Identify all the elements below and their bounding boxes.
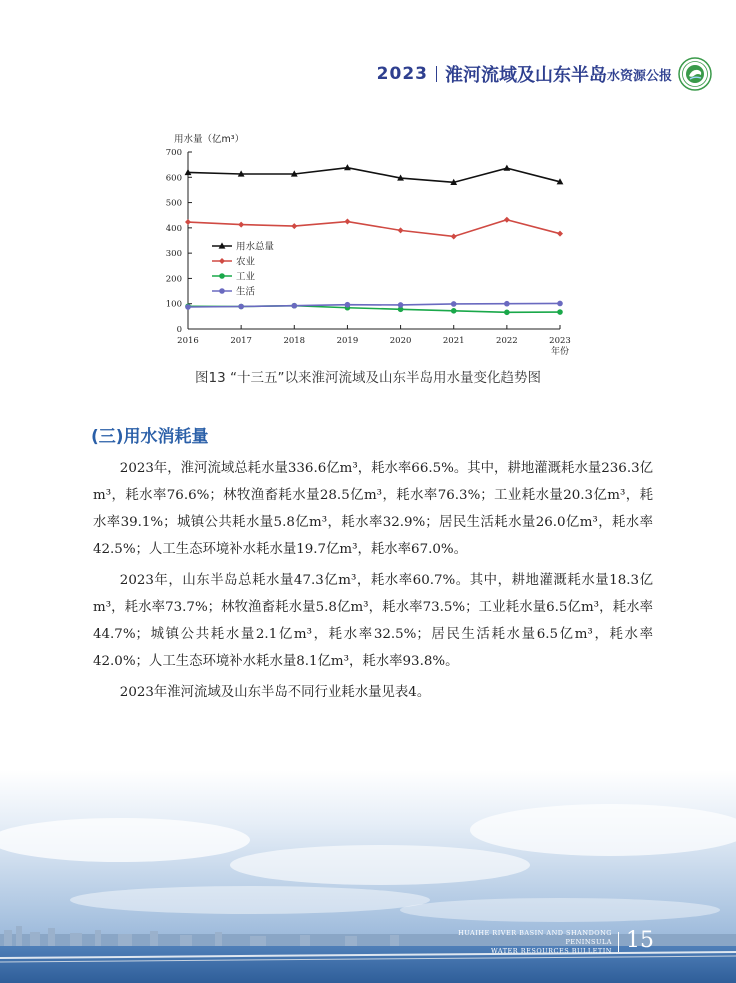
data-point-3 (504, 301, 510, 307)
data-point-1 (398, 227, 404, 233)
page-number: 15 (626, 928, 654, 953)
chart-y-axis-title: 用水量（亿m³） (174, 134, 245, 145)
data-point-3 (398, 302, 404, 308)
y-tick-label: 200 (165, 274, 182, 285)
data-point-1 (291, 223, 297, 229)
y-tick-label: 600 (165, 173, 182, 184)
legend-marker (219, 273, 225, 279)
y-tick-label: 500 (165, 198, 182, 209)
x-tick-label: 2016 (177, 336, 199, 346)
header-divider (436, 66, 437, 82)
y-tick-label: 700 (165, 148, 182, 158)
data-point-2 (451, 308, 457, 314)
header-title: 淮河流域及山东半岛 (444, 65, 607, 86)
data-point-0 (503, 165, 510, 171)
x-tick-label: 2017 (230, 336, 252, 346)
data-point-3 (451, 301, 457, 307)
paragraph-table-ref: 2023年淮河流域及山东半岛不同行业耗水量见表4。 (119, 685, 431, 700)
data-point-3 (291, 303, 297, 309)
data-point-3 (345, 302, 351, 308)
figure-caption: 图13 “十三五”以来淮河流域及山东半岛用水量变化趋势图 (195, 370, 541, 386)
data-point-1 (557, 231, 563, 237)
x-tick-label: 2023 (549, 336, 571, 346)
data-point-3 (185, 304, 191, 310)
legend-label: 工业 (236, 271, 256, 283)
x-tick-label: 2021 (442, 336, 465, 346)
legend-label: 用水总量 (236, 241, 275, 253)
data-point-1 (504, 217, 510, 223)
footer-line-2: WATER RESOURCES BULLETIN (491, 947, 612, 955)
x-tick-label: 2020 (389, 336, 412, 346)
header-year: 2023 (376, 64, 428, 84)
chart-x-axis-title: 年份 (550, 347, 570, 357)
data-point-1 (344, 219, 350, 225)
legend-marker (219, 288, 225, 294)
header-subtitle: 水资源公报 (606, 68, 672, 84)
paragraph-shandong: 2023年，山东半岛总耗水量47.3亿m³，耗水率60.7%。其中，耕地灌溉耗水量18.3亿m³，耗水率73.7%；林牧渔畜耗水量5.8亿m³，耗水率73.5%；工业耗水量6.5亿m³，耗水率44.7%；城镇公共耗水量2.1亿m³，耗水率32.5%；居民生活耗水量6.5亿m³，耗水率42.0%；人工生态环境补水耗水量8.1亿m³，耗水率93.8%。 (93, 573, 653, 669)
paragraph-huaihe: 2023年，淮河流域总耗水量336.6亿m³，耗水率66.5%。其中，耕地灌溉耗水量236.3亿m³，耗水率76.6%；林牧渔畜耗水量28.5亿m³，耗水率76.3%；工业耗水量20.3亿m³，耗水率39.1%；城镇公共耗水量5.8亿m³，耗水率32.9%；居民生活耗水量26.0亿m³，耗水率42.5%；人工生态环境补水耗水量19.7亿m³，耗水率67.0%。 (93, 461, 653, 557)
section-body (93, 455, 653, 710)
data-point-3 (557, 301, 563, 307)
data-point-1 (185, 219, 191, 225)
page-header (377, 56, 712, 92)
section-title: (三)用水消耗量 (91, 427, 209, 447)
y-tick-label: 0 (176, 325, 182, 335)
x-tick-label: 2018 (283, 336, 306, 346)
water-use-trend-chart (160, 128, 580, 360)
bulletin-logo-icon (678, 57, 712, 91)
footer-divider (618, 932, 619, 952)
y-tick-label: 100 (165, 299, 182, 310)
footer-english-title (412, 929, 612, 956)
y-tick-label: 400 (165, 223, 182, 234)
data-point-3 (238, 304, 244, 310)
y-tick-label: 300 (165, 249, 182, 260)
data-point-2 (504, 310, 510, 316)
data-point-2 (557, 309, 563, 315)
data-point-1 (238, 222, 244, 228)
x-tick-label: 2022 (496, 336, 518, 346)
footer-line-1: HUAIHE RIVER BASIN AND SHANDONG PENINSULA (458, 929, 612, 946)
legend-marker (219, 258, 225, 264)
series-line-1 (188, 220, 560, 237)
data-point-1 (451, 233, 457, 239)
x-tick-label: 2019 (336, 336, 359, 346)
legend-label: 生活 (236, 286, 256, 298)
legend-label: 农业 (236, 256, 256, 268)
